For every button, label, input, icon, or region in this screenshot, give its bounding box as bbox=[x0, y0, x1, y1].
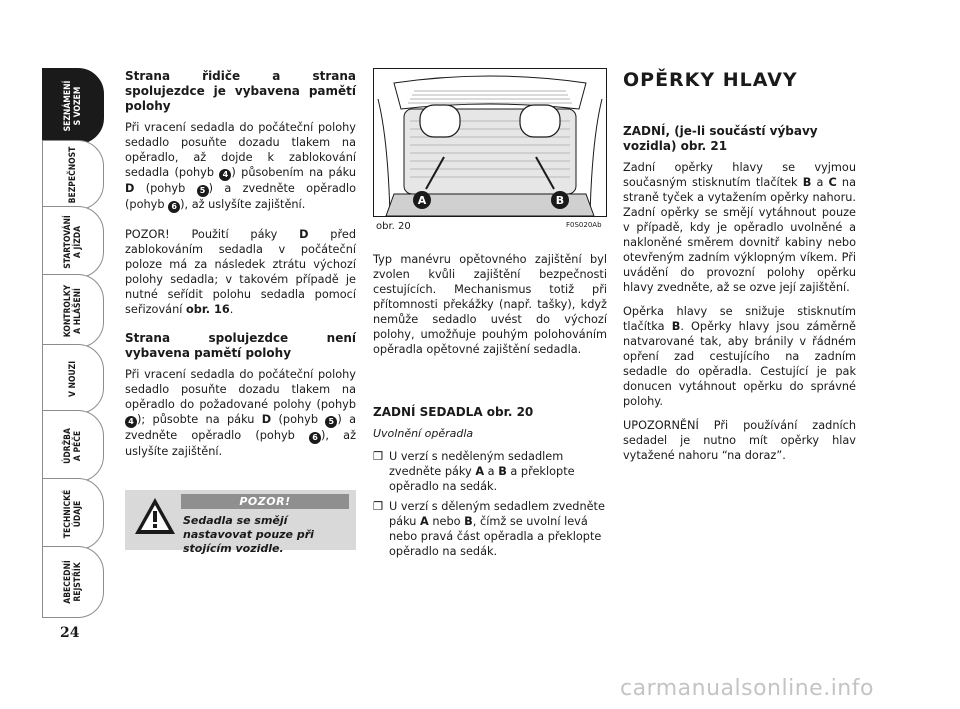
lever-letter: D bbox=[125, 182, 135, 195]
tab-seznameni[interactable] bbox=[42, 68, 104, 144]
lever-letter: B bbox=[464, 515, 473, 528]
text: (pohyb bbox=[134, 182, 197, 195]
tab-label: BEZPEČNOST bbox=[68, 146, 78, 204]
section-heading bbox=[623, 124, 856, 154]
text: . bbox=[229, 303, 234, 316]
list-item bbox=[373, 449, 607, 494]
middle-column bbox=[373, 252, 607, 564]
label-b: B bbox=[555, 194, 565, 207]
list-item bbox=[373, 499, 607, 559]
paragraph bbox=[623, 160, 856, 295]
paragraph bbox=[125, 227, 356, 317]
section-heading: Strana řidiče a strana spolujezdce je vybavena pamětí polohy bbox=[125, 69, 356, 113]
warning-text: Sedadla se smějí nastavovat pouze při stojícím vozidle. bbox=[183, 514, 314, 555]
tab-v-nouzi[interactable] bbox=[42, 344, 104, 414]
text: POZOR! Použití páky bbox=[125, 228, 300, 241]
text: Při vracení sedadla do počáteční polohy sedadlo posuňte dozadu tlakem na opěradlo, až dojde k zablokování sedadla (pohyb bbox=[125, 121, 356, 179]
text: a bbox=[811, 176, 829, 189]
text: U verzí s děleným sedadlem zvedněte páku bbox=[389, 500, 605, 528]
text: ), až uslyšíte zajištění. bbox=[180, 198, 306, 211]
tab-label: V NOUZI bbox=[68, 360, 78, 398]
step-number: 5 bbox=[325, 416, 337, 428]
tab-label: SEZNÁMENÍ S VOZEM bbox=[63, 80, 83, 132]
heading-text: ZADNÍ, bbox=[623, 124, 671, 138]
figure-caption: obr. 20 bbox=[376, 221, 411, 232]
subheading: Uvolnění opěradla bbox=[373, 427, 474, 440]
page-title: OPĚRKY HLAVY bbox=[623, 69, 798, 91]
text: před zablokováním sedadla v počáteční poloze má za následek ztrátu výchozí polohy sedadla; v takovém případě je nutné seřídit polohu sedadla pomocí seřizování bbox=[125, 228, 356, 316]
step-number: 4 bbox=[219, 169, 231, 181]
step-number: 6 bbox=[168, 201, 180, 213]
button-letter: C bbox=[828, 176, 837, 189]
tab-label: ÚDRŽBA A PÉČE bbox=[63, 428, 83, 464]
paragraph: Typ manévru opětovného zajištění byl zvolen kvůli zajištění bezpečnosti cestujících. Mechanismus totiž při přítomnosti překážky (např. tašky), když nemůže sedadlo uvést do výchozí polohy, umožňuje pouhým polohováním opěradla opětovné zajištění sedadla. bbox=[373, 253, 607, 356]
text: ) a zvedněte opěradlo (pohyb bbox=[125, 413, 356, 442]
lever-letter: A bbox=[420, 515, 429, 528]
text: na straně tyček a vytažením opěrky nahoru. Zadní opěrky se smějí vytáhnout pouze v případě, kdy je opěradlo uvolněné a nakloněné směrem dovnitř kabiny nebo otevřeným zadním výklopným víkem. Při uvádění do provozní polohy opěrku hlavy zvedněte, až se ozve její zajištění. bbox=[623, 176, 856, 294]
text: Při vracení sedadla do počáteční polohy sedadlo posuňte dozadu tlakem na opěradlo do požadované polohy (pohyb bbox=[125, 368, 356, 411]
step-number: 5 bbox=[197, 185, 209, 197]
right-column bbox=[623, 124, 856, 472]
figure-ref: obr. 20 bbox=[482, 405, 534, 419]
heading-text: ZADNÍ SEDADLA bbox=[373, 405, 483, 419]
text: ) a zvedněte opěradlo (pohyb bbox=[125, 182, 356, 211]
figure-rear-seat bbox=[373, 68, 607, 217]
text: (pohyb bbox=[271, 413, 326, 426]
heading-text: (je-li součástí výbavy vozidla) obr. 21 bbox=[623, 124, 818, 153]
label-a: A bbox=[417, 194, 427, 207]
lever-letter: A bbox=[475, 465, 485, 478]
warning-triangle-icon bbox=[133, 496, 177, 536]
section-heading bbox=[373, 405, 607, 420]
text: Opěrka hlavy se snižuje stisknutím tlačítka bbox=[623, 305, 856, 333]
text: nebo bbox=[428, 515, 465, 528]
tab-kontrolky[interactable] bbox=[42, 274, 104, 348]
watermark: carmanualsonline.info bbox=[620, 676, 874, 701]
warning-box bbox=[125, 490, 356, 555]
rear-seat-illustration bbox=[374, 69, 606, 216]
figure-code: F0S020Ab bbox=[566, 221, 602, 229]
text: . Opěrky hlavy jsou záměrně natvarované tak, aby bránily v řádném opření zad cestujícího na zadním sedadle do opěradla. Cestující je pak donucen vytáhnout opěrku do správné polohy. bbox=[623, 320, 856, 408]
warning-title: POZOR! bbox=[181, 494, 349, 509]
text: ) působením na páku bbox=[231, 166, 356, 179]
tab-technicke[interactable] bbox=[42, 478, 104, 550]
tab-startovani[interactable] bbox=[42, 206, 104, 278]
text: , čímž se uvolní levá nebo pravá část opěradla a překlopte opěradlo na sedák. bbox=[389, 515, 602, 558]
checkbox-icon: ❒ bbox=[373, 450, 384, 463]
section-heading: Strana spolujezdce není vybavena pamětí polohy bbox=[125, 331, 356, 360]
text: a bbox=[484, 465, 499, 478]
text: a překlopte opěradlo na sedák. bbox=[389, 465, 575, 493]
checkbox-icon: ❒ bbox=[373, 500, 384, 513]
tab-label: KONTROLKY A HLÁŠENÍ bbox=[63, 284, 83, 338]
tab-label: ABECEDNÍ REJSTŘÍK bbox=[63, 560, 83, 604]
tab-udrzba[interactable] bbox=[42, 410, 104, 482]
text: ), až uslyšíte zajištění. bbox=[125, 429, 356, 458]
step-number: 4 bbox=[125, 416, 137, 428]
left-column bbox=[125, 69, 356, 468]
text: ); působte na páku bbox=[137, 413, 262, 426]
lever-letter: D bbox=[299, 228, 309, 241]
paragraph bbox=[125, 120, 356, 213]
tab-label: STARTOVÁNÍ A JÍZDA bbox=[63, 215, 83, 269]
text: U verzí s neděleným sedadlem zvedněte páky bbox=[389, 450, 564, 478]
tab-label: TECHNICKÉ ÚDAJE bbox=[63, 489, 83, 539]
button-letter: B bbox=[671, 320, 681, 333]
figure-ref: obr. 16 bbox=[185, 303, 230, 316]
tab-rejstrik[interactable] bbox=[42, 546, 104, 618]
lever-letter: D bbox=[261, 413, 272, 426]
page-number: 24 bbox=[60, 625, 80, 641]
button-letter: B bbox=[802, 176, 812, 189]
paragraph bbox=[623, 304, 856, 409]
lever-letter: B bbox=[498, 465, 507, 478]
step-number: 6 bbox=[309, 432, 321, 444]
text: Zadní opěrky hlavy se vyjmou současným stisknutím tlačítek bbox=[623, 161, 856, 189]
tab-bezpecnost[interactable] bbox=[42, 140, 104, 210]
paragraph bbox=[125, 367, 356, 459]
paragraph: UPOZORNĚNÍ Při používání zadních sedadel je nutno mít opěrky hlav vytažené nahoru “na doraz”. bbox=[623, 419, 856, 462]
